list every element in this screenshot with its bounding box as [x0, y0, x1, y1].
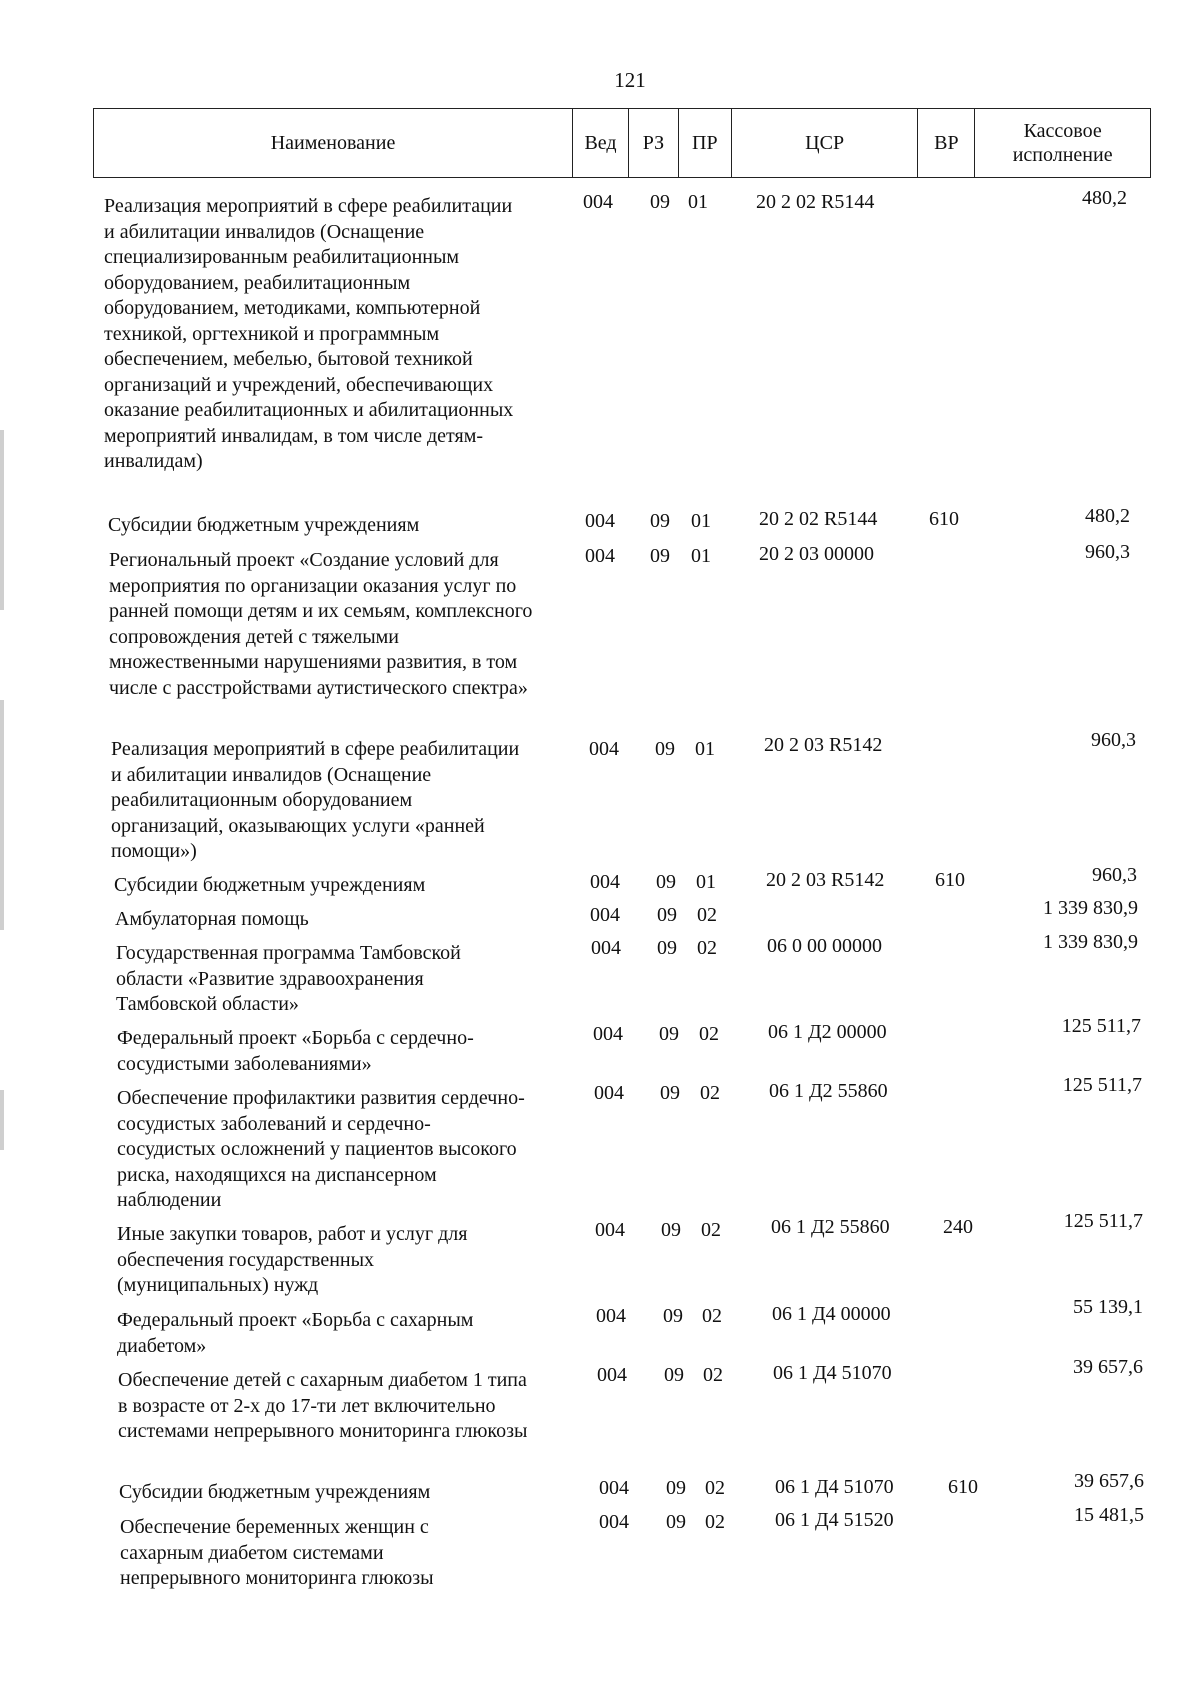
scan-edge-mark: [0, 1090, 4, 1150]
row-amount: 480,2: [1082, 187, 1127, 209]
row-vr: 610: [929, 508, 959, 530]
row-amount: 480,2: [1085, 505, 1130, 527]
row-pr: 02: [703, 1364, 723, 1386]
row-ved: 004: [599, 1511, 629, 1533]
row-pr: 02: [705, 1511, 725, 1533]
header-kassovoe-line1: Кассовое: [1023, 120, 1102, 142]
header-csr: ЦСР: [732, 109, 919, 177]
row-csr: 06 1 Д4 00000: [772, 1303, 891, 1325]
row-amount: 15 481,5: [1074, 1504, 1144, 1526]
scan-edge-mark: [0, 430, 4, 610]
row-ved: 004: [593, 1023, 623, 1045]
row-rz: 09: [650, 545, 670, 567]
row-ved: 004: [599, 1477, 629, 1499]
row-name: Государственная программа Тамбовской области «Развитие здравоохранения Тамбовской области»: [116, 942, 461, 1015]
row-name: Амбулаторная помощь: [115, 908, 309, 930]
row-rz: 09: [657, 937, 677, 959]
row-ved: 004: [589, 738, 619, 760]
row-amount: 960,3: [1092, 864, 1137, 886]
row-name: Иные закупки товаров, работ и услуг для обеспечения государственных (муниципальных) нужд: [117, 1223, 468, 1296]
row-rz: 09: [666, 1477, 686, 1499]
row-ved: 004: [590, 904, 620, 926]
row-rz: 09: [650, 191, 670, 213]
row-pr: 01: [688, 191, 708, 213]
row-csr: 06 1 Д2 00000: [768, 1021, 887, 1043]
header-ved: Вед: [573, 109, 629, 177]
row-amount: 39 657,6: [1073, 1356, 1143, 1378]
row-amount: 960,3: [1091, 729, 1136, 751]
row-rz: 09: [666, 1511, 686, 1533]
table-header: [93, 108, 1151, 178]
row-pr: 02: [697, 937, 717, 959]
row-amount: 1 339 830,9: [1043, 897, 1138, 919]
row-amount: 1 339 830,9: [1043, 931, 1138, 953]
row-rz: 09: [655, 738, 675, 760]
row-pr: 01: [696, 871, 716, 893]
row-name: Обеспечение профилактики развития сердечно-сосудистых заболеваний и сердечно-сосудистых осложнений у пациентов высокого риска, находящихся на диспансерном наблюдении: [117, 1087, 525, 1211]
row-csr: 06 0 00 00000: [767, 935, 882, 957]
row-csr: 06 1 Д2 55860: [771, 1216, 890, 1238]
page-number: 121: [614, 68, 646, 92]
row-rz: 09: [656, 871, 676, 893]
row-pr: 02: [702, 1305, 722, 1327]
row-ved: 004: [585, 510, 615, 532]
row-pr: 01: [691, 545, 711, 567]
row-csr: 06 1 Д4 51070: [773, 1362, 892, 1384]
row-name: Субсидии бюджетным учреждениям: [119, 1481, 431, 1503]
row-ved: 004: [590, 871, 620, 893]
row-ved: 004: [585, 545, 615, 567]
row-csr: 06 1 Д4 51520: [775, 1509, 894, 1531]
row-rz: 09: [661, 1219, 681, 1241]
header-kassovoe-ispolnenie: [975, 109, 1150, 177]
row-pr: 02: [700, 1082, 720, 1104]
row-amount: 39 657,6: [1074, 1470, 1144, 1492]
row-ved: 004: [583, 191, 613, 213]
row-csr: 20 2 03 00000: [759, 543, 874, 565]
row-amount: 55 139,1: [1073, 1296, 1143, 1318]
row-name: Субсидии бюджетным учреждениям: [114, 874, 426, 896]
row-ved: 004: [595, 1219, 625, 1241]
row-pr: 01: [695, 738, 715, 760]
row-vr: 610: [948, 1476, 978, 1498]
row-pr: 01: [691, 510, 711, 532]
row-rz: 09: [657, 904, 677, 926]
row-vr: 610: [935, 869, 965, 891]
row-name: Региональный проект «Создание условий для мероприятия по организации оказания услуг по ранней помощи детям и их семьям, комплексного сопровождения детей с тяжелыми множественными нарушениями развития, в том числе с расстройствами аутистического спектра»: [109, 549, 533, 699]
row-amount: 125 511,7: [1062, 1074, 1142, 1096]
row-csr: 20 2 02 R5144: [756, 191, 875, 213]
row-ved: 004: [594, 1082, 624, 1104]
row-ved: 004: [596, 1305, 626, 1327]
row-amount: 960,3: [1085, 541, 1130, 563]
scan-edge-mark: [0, 700, 4, 930]
row-pr: 02: [701, 1219, 721, 1241]
row-csr: 06 1 Д2 55860: [769, 1080, 888, 1102]
row-ved: 004: [591, 937, 621, 959]
row-ved: 004: [597, 1364, 627, 1386]
row-rz: 09: [660, 1082, 680, 1104]
header-rz: РЗ: [629, 109, 679, 177]
row-pr: 02: [705, 1477, 725, 1499]
row-amount: 125 511,7: [1061, 1015, 1141, 1037]
header-pr: ПР: [679, 109, 732, 177]
row-name: Субсидии бюджетным учреждениям: [108, 514, 420, 536]
row-csr: 20 2 03 R5142: [766, 869, 885, 891]
row-rz: 09: [663, 1305, 683, 1327]
header-vr: ВР: [918, 109, 975, 177]
row-name: Федеральный проект «Борьба с сердечно-сосудистыми заболеваниями»: [117, 1027, 474, 1075]
row-rz: 09: [659, 1023, 679, 1045]
row-amount: 125 511,7: [1063, 1210, 1143, 1232]
row-csr: 06 1 Д4 51070: [775, 1476, 894, 1498]
row-name: Обеспечение детей с сахарным диабетом 1 типа в возрасте от 2-х до 17-ти лет включительно системами непрерывного мониторинга глюкозы: [118, 1369, 528, 1442]
row-rz: 09: [664, 1364, 684, 1386]
row-csr: 20 2 03 R5142: [764, 734, 883, 756]
row-csr: 20 2 02 R5144: [759, 508, 878, 530]
row-pr: 02: [697, 904, 717, 926]
row-pr: 02: [699, 1023, 719, 1045]
header-name: Наименование: [94, 109, 573, 177]
header-kassovoe-line2: исполнение: [1012, 144, 1113, 166]
row-name: Обеспечение беременных женщин с сахарным диабетом системами непрерывного мониторинга глюкозы: [120, 1516, 434, 1589]
row-name: Реализация мероприятий в сфере реабилитации и абилитации инвалидов (Оснащение специализированным реабилитационным оборудованием, реабилитационным оборудованием, методиками, компьютерной техникой, оргтехникой и программным обеспечением, мебелью, бытовой техникой организаций и учреждений, обеспечивающих оказание реабилитационных и абилитационных мероприятий инвалидам, в том числе детям-инвалидам): [104, 195, 514, 472]
row-name: Реализация мероприятий в сфере реабилитации и абилитации инвалидов (Оснащение реабилитационным оборудованием организаций, оказывающих услуги «ранней помощи»): [111, 738, 520, 862]
row-vr: 240: [943, 1216, 973, 1238]
row-rz: 09: [650, 510, 670, 532]
row-name: Федеральный проект «Борьба с сахарным диабетом»: [117, 1309, 474, 1357]
